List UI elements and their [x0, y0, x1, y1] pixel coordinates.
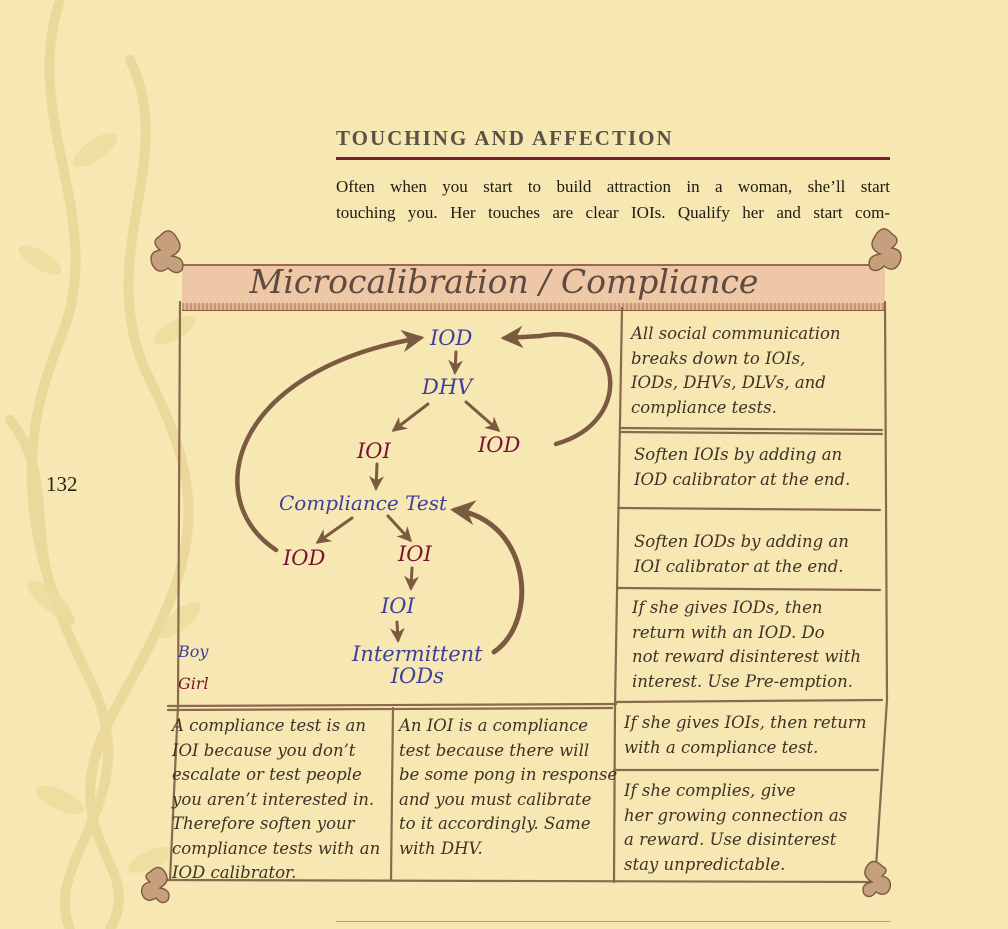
node-ioi-low: IOI [381, 594, 415, 618]
ornament-bottom-left [142, 867, 169, 902]
node-iod-right: IOD [478, 433, 521, 457]
note-line: with a compliance test. [624, 737, 819, 757]
note-line: test because there will [399, 740, 590, 760]
node-intermittent-iods [352, 643, 483, 687]
node-ioi-mid: IOI [398, 542, 432, 566]
diagram-title: Microcalibration / Compliance [249, 262, 759, 301]
node-dhv: DHV [422, 375, 473, 399]
note-line: IOI because you don’t [172, 740, 356, 760]
note-line: you aren’t interested in. [172, 789, 375, 809]
frame-right [875, 302, 887, 882]
note-line: IODs, DHVs, DLVs, and [631, 373, 826, 392]
arrow-dhv-ioi [394, 404, 428, 430]
note-line: Soften IOIs by adding an [634, 445, 843, 464]
note-line: be some pong in response [399, 765, 618, 784]
node-intermittent-line1: Intermittent [352, 642, 483, 666]
note-line: and you must calibrate [399, 789, 592, 809]
note-line: If she gives IODs, then [632, 598, 823, 617]
note-line: not reward disinterest with [632, 647, 862, 666]
node-iod-top: IOD [430, 326, 473, 350]
note-gives-iods [632, 596, 861, 694]
intro-line-2: touching you. Her touches are clear IOIs. Qualify her and start com- [336, 203, 890, 222]
note-soften-iods [634, 530, 849, 579]
note-line: An IOI is a compliance [399, 716, 589, 735]
note-line: with DHV. [399, 838, 483, 858]
note-social-communication [631, 322, 841, 420]
arrow-dhv-iod [466, 402, 498, 430]
note-she-complies [624, 779, 847, 877]
ornament-bottom-right [863, 861, 890, 896]
note-line: All social communication [631, 324, 841, 343]
arrow-compliance-iod [318, 518, 352, 542]
node-iod-left: IOD [283, 546, 326, 570]
note-line: A compliance test is an [172, 716, 367, 735]
arrow-compliance-ioi [388, 516, 410, 540]
legend-boy: Boy [178, 642, 209, 661]
note-line: IOD calibrator at the end. [634, 469, 851, 489]
note-line: IOD calibrator. [172, 863, 297, 882]
arrow-iod-loop-top [505, 334, 610, 444]
intro-line-1: Often when you start to build attraction in a woman, she’ll start [336, 177, 890, 196]
note-line: compliance tests. [631, 397, 777, 417]
note-line: stay unpredictable. [624, 854, 786, 874]
note-soften-iois [634, 443, 850, 492]
note-gives-iois [624, 711, 866, 760]
note-line: IOI calibrator at the end. [634, 556, 844, 576]
note-line: to it accordingly. Same [399, 814, 591, 833]
section-heading: TOUCHING AND AFFECTION [336, 126, 674, 150]
note-line: breaks down to IOIs, [631, 348, 806, 368]
node-compliance-test: Compliance Test [279, 491, 448, 515]
note-line: interest. Use Pre-emption. [632, 671, 853, 691]
node-ioi-left: IOI [357, 439, 391, 463]
ornament-top-left [151, 231, 183, 273]
note-line: return with an IOD. Do [632, 622, 825, 642]
arrow-ioi-ioi [411, 568, 412, 588]
arrow-ioi-compliance [376, 464, 377, 488]
note-line: If she gives IOIs, then return [624, 713, 867, 732]
note-line: compliance tests with an [172, 838, 381, 858]
legend-girl: Girl [178, 674, 209, 693]
footer-rule [336, 921, 890, 922]
note-line: Therefore soften your [172, 814, 355, 833]
arrow-iod-dhv [455, 352, 456, 372]
note-line: a reward. Use disinterest [624, 830, 837, 849]
page-number: 132 [46, 472, 78, 496]
note-compliance-test-is-ioi [172, 714, 380, 886]
note-line: Soften IODs by adding an [634, 532, 849, 551]
note-line: escalate or test people [172, 765, 362, 784]
arrow-intermittent-loop [455, 510, 522, 652]
ornament-top-right [869, 229, 901, 271]
note-line: If she complies, give [624, 781, 796, 800]
note-ioi-is-compliance-test [399, 714, 617, 861]
node-intermittent-line2: IODs [390, 664, 444, 688]
note-line: her growing connection as [624, 805, 848, 825]
arrow-iod-loop-left [237, 338, 420, 550]
arrow-ioi-intermittent [397, 622, 398, 640]
